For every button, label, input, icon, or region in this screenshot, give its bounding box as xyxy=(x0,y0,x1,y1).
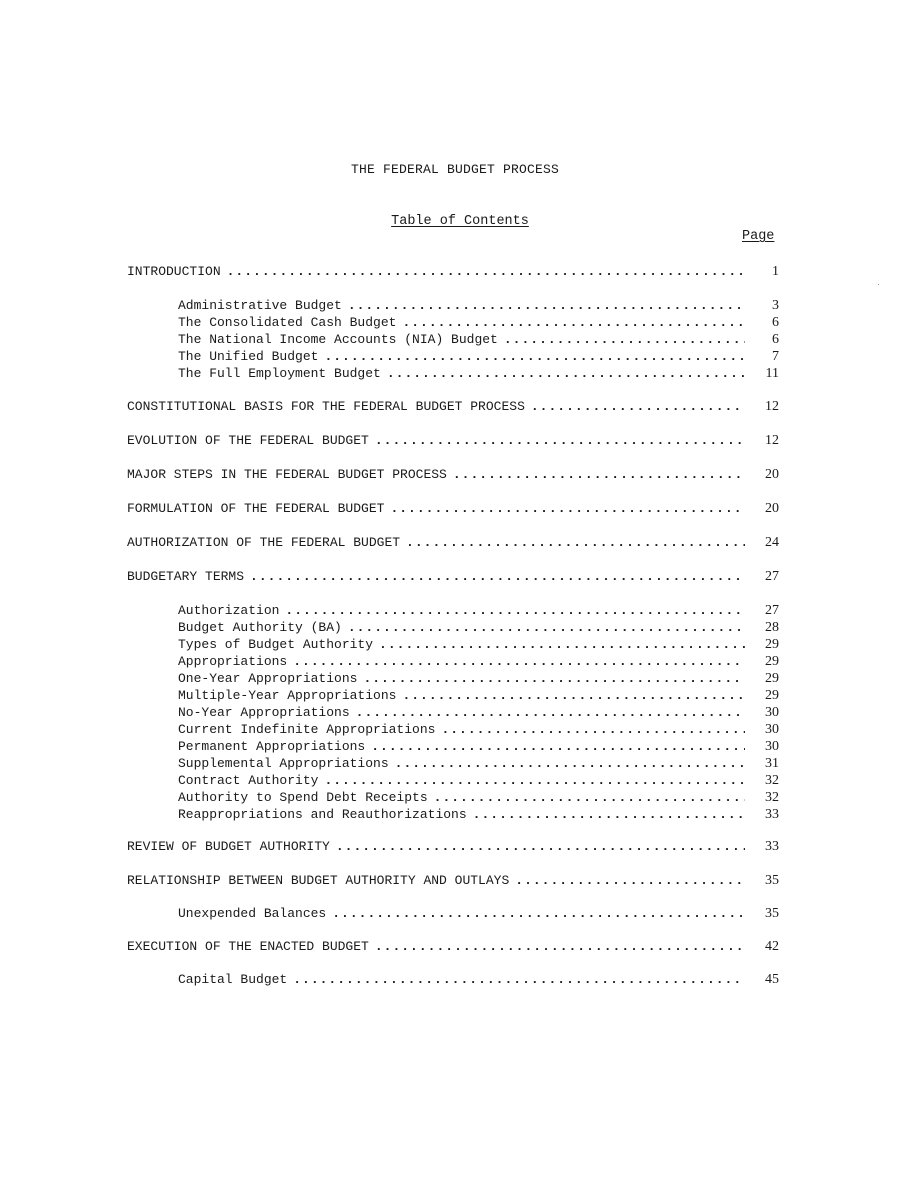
toc-entry-label: FORMULATION OF THE FEDERAL BUDGET xyxy=(127,501,385,516)
dot-leader xyxy=(406,534,745,551)
toc-entry-page-number: 30 xyxy=(765,722,779,737)
toc-entry-page-number: 33 xyxy=(765,807,779,822)
toc-section-entry xyxy=(127,838,779,855)
toc-entry-label: Appropriations xyxy=(178,654,288,669)
toc-entry-page-number: 35 xyxy=(765,873,779,888)
dot-leader xyxy=(473,806,745,823)
toc-subsection-entry xyxy=(178,636,779,653)
toc-heading: Table of Contents xyxy=(391,214,529,229)
toc-entry-label: BUDGETARY TERMS xyxy=(127,569,245,584)
dot-leader xyxy=(285,602,745,619)
toc-entry-page-number: 6 xyxy=(772,315,779,330)
toc-entry-label: One-Year Appropriations xyxy=(178,671,358,686)
toc-subsection-entry xyxy=(178,755,779,772)
dot-leader xyxy=(356,704,745,721)
toc-subsection-entry xyxy=(178,297,779,314)
toc-entry-page-number: 32 xyxy=(765,773,779,788)
toc-subsection-entry xyxy=(178,704,779,721)
document-title: THE FEDERAL BUDGET PROCESS xyxy=(350,162,560,177)
toc-section-entry xyxy=(127,534,779,551)
dot-leader xyxy=(379,636,745,653)
dot-leader xyxy=(324,772,745,789)
toc-entry-page-number: 29 xyxy=(765,688,779,703)
toc-entry-page-number: 28 xyxy=(765,620,779,635)
toc-subsection-entry xyxy=(178,971,779,988)
toc-entry-page-number: 32 xyxy=(765,790,779,805)
dot-leader xyxy=(348,297,745,314)
toc-subsection-entry xyxy=(178,602,779,619)
toc-section-entry xyxy=(127,500,779,517)
toc-entry-page-number: 27 xyxy=(765,603,779,618)
toc-entry-page-number: 12 xyxy=(765,399,779,414)
dot-leader xyxy=(371,738,745,755)
dot-leader xyxy=(375,432,745,449)
toc-section-entry xyxy=(127,872,779,889)
dot-leader xyxy=(387,365,745,382)
toc-entry-label: The Consolidated Cash Budget xyxy=(178,315,397,330)
toc-entry-label: No-Year Appropriations xyxy=(178,705,350,720)
toc-entry-label: REVIEW OF BUDGET AUTHORITY xyxy=(127,839,330,854)
toc-subsection-entry xyxy=(178,331,779,348)
toc-entry-label: INTRODUCTION xyxy=(127,264,221,279)
toc-entry-label: Capital Budget xyxy=(178,972,288,987)
toc-entry-page-number: 12 xyxy=(765,433,779,448)
toc-subsection-entry xyxy=(178,619,779,636)
toc-entry-label: Authority to Spend Debt Receipts xyxy=(178,790,428,805)
toc-entry-page-number: 3 xyxy=(772,298,779,313)
toc-subsection-entry xyxy=(178,738,779,755)
toc-section-entry xyxy=(127,398,779,415)
dot-leader xyxy=(402,687,745,704)
toc-entry-label: Multiple-Year Appropriations xyxy=(178,688,397,703)
dot-leader xyxy=(375,938,745,955)
toc-subsection-entry xyxy=(178,348,779,365)
toc-entry-label: Authorization xyxy=(178,603,280,618)
toc-section-entry xyxy=(127,568,779,585)
toc-section-entry xyxy=(127,938,779,955)
dot-leader xyxy=(395,755,745,772)
toc-entry-label: Current Indefinite Appropriations xyxy=(178,722,436,737)
toc-entry-page-number: 31 xyxy=(765,756,779,771)
toc-entry-page-number: 30 xyxy=(765,705,779,720)
toc-entry-page-number: 24 xyxy=(765,535,779,550)
dot-leader xyxy=(390,500,745,517)
toc-subsection-entry xyxy=(178,789,779,806)
dot-leader xyxy=(336,838,745,855)
dot-leader xyxy=(332,905,745,922)
toc-entry-page-number: 29 xyxy=(765,637,779,652)
toc-entry-page-number: 33 xyxy=(765,839,779,854)
toc-entry-page-number: 42 xyxy=(765,939,779,954)
toc-entry-page-number: 6 xyxy=(772,332,779,347)
toc-entry-page-number: 20 xyxy=(765,501,779,516)
toc-section-entry xyxy=(127,263,779,280)
toc-section-entry xyxy=(127,466,779,483)
toc-subsection-entry xyxy=(178,365,779,382)
toc-entry-page-number: 11 xyxy=(765,366,779,381)
toc-entry-page-number: 7 xyxy=(772,349,779,364)
dot-leader xyxy=(504,331,745,348)
toc-subsection-entry xyxy=(178,653,779,670)
dot-leader xyxy=(324,348,745,365)
toc-entry-label: AUTHORIZATION OF THE FEDERAL BUDGET xyxy=(127,535,401,550)
toc-entry-label: Budget Authority (BA) xyxy=(178,620,342,635)
toc-entry-page-number: 20 xyxy=(765,467,779,482)
toc-entry-page-number: 45 xyxy=(765,972,779,987)
toc-entry-page-number: 29 xyxy=(765,654,779,669)
dot-leader xyxy=(227,263,745,280)
dot-leader xyxy=(531,398,745,415)
toc-entry-label: MAJOR STEPS IN THE FEDERAL BUDGET PROCESS xyxy=(127,467,447,482)
dot-leader xyxy=(515,872,745,889)
toc-subsection-entry xyxy=(178,670,779,687)
toc-entry-page-number: 1 xyxy=(772,264,779,279)
toc-subsection-entry xyxy=(178,687,779,704)
toc-entry-label: The Full Employment Budget xyxy=(178,366,381,381)
dot-leader xyxy=(453,466,745,483)
toc-entry-label: Contract Authority xyxy=(178,773,319,788)
toc-entry-label: The National Income Accounts (NIA) Budget xyxy=(178,332,498,347)
toc-entry-page-number: 35 xyxy=(765,906,779,921)
toc-entry-page-number: 30 xyxy=(765,739,779,754)
toc-subsection-entry xyxy=(178,806,779,823)
toc-entry-label: Unexpended Balances xyxy=(178,906,327,921)
toc-subsection-entry xyxy=(178,721,779,738)
scan-speck xyxy=(878,284,879,285)
dot-leader xyxy=(293,653,745,670)
dot-leader xyxy=(250,568,745,585)
toc-section-entry xyxy=(127,432,779,449)
dot-leader xyxy=(293,971,745,988)
toc-subsection-entry xyxy=(178,772,779,789)
toc-entry-label: Permanent Appropriations xyxy=(178,739,366,754)
page-column-label: Page xyxy=(742,229,775,244)
toc-subsection-entry xyxy=(178,314,779,331)
dot-leader xyxy=(434,789,745,806)
toc-entry-label: Supplemental Appropriations xyxy=(178,756,389,771)
toc-entry-label: EXECUTION OF THE ENACTED BUDGET xyxy=(127,939,369,954)
toc-entry-page-number: 29 xyxy=(765,671,779,686)
toc-entry-label: Types of Budget Authority xyxy=(178,637,374,652)
toc-entry-label: RELATIONSHIP BETWEEN BUDGET AUTHORITY AND OUTLAYS xyxy=(127,873,510,888)
dot-leader xyxy=(348,619,745,636)
toc-entry-label: The Unified Budget xyxy=(178,349,319,364)
toc-entry-label: EVOLUTION OF THE FEDERAL BUDGET xyxy=(127,433,369,448)
dot-leader xyxy=(441,721,745,738)
toc-entry-label: Administrative Budget xyxy=(178,298,342,313)
dot-leader xyxy=(363,670,745,687)
toc-subsection-entry xyxy=(178,905,779,922)
dot-leader xyxy=(402,314,745,331)
toc-entry-label: CONSTITUTIONAL BASIS FOR THE FEDERAL BUDGET PROCESS xyxy=(127,399,525,414)
toc-entry-label: Reappropriations and Reauthorizations xyxy=(178,807,467,822)
toc-entry-page-number: 27 xyxy=(765,569,779,584)
